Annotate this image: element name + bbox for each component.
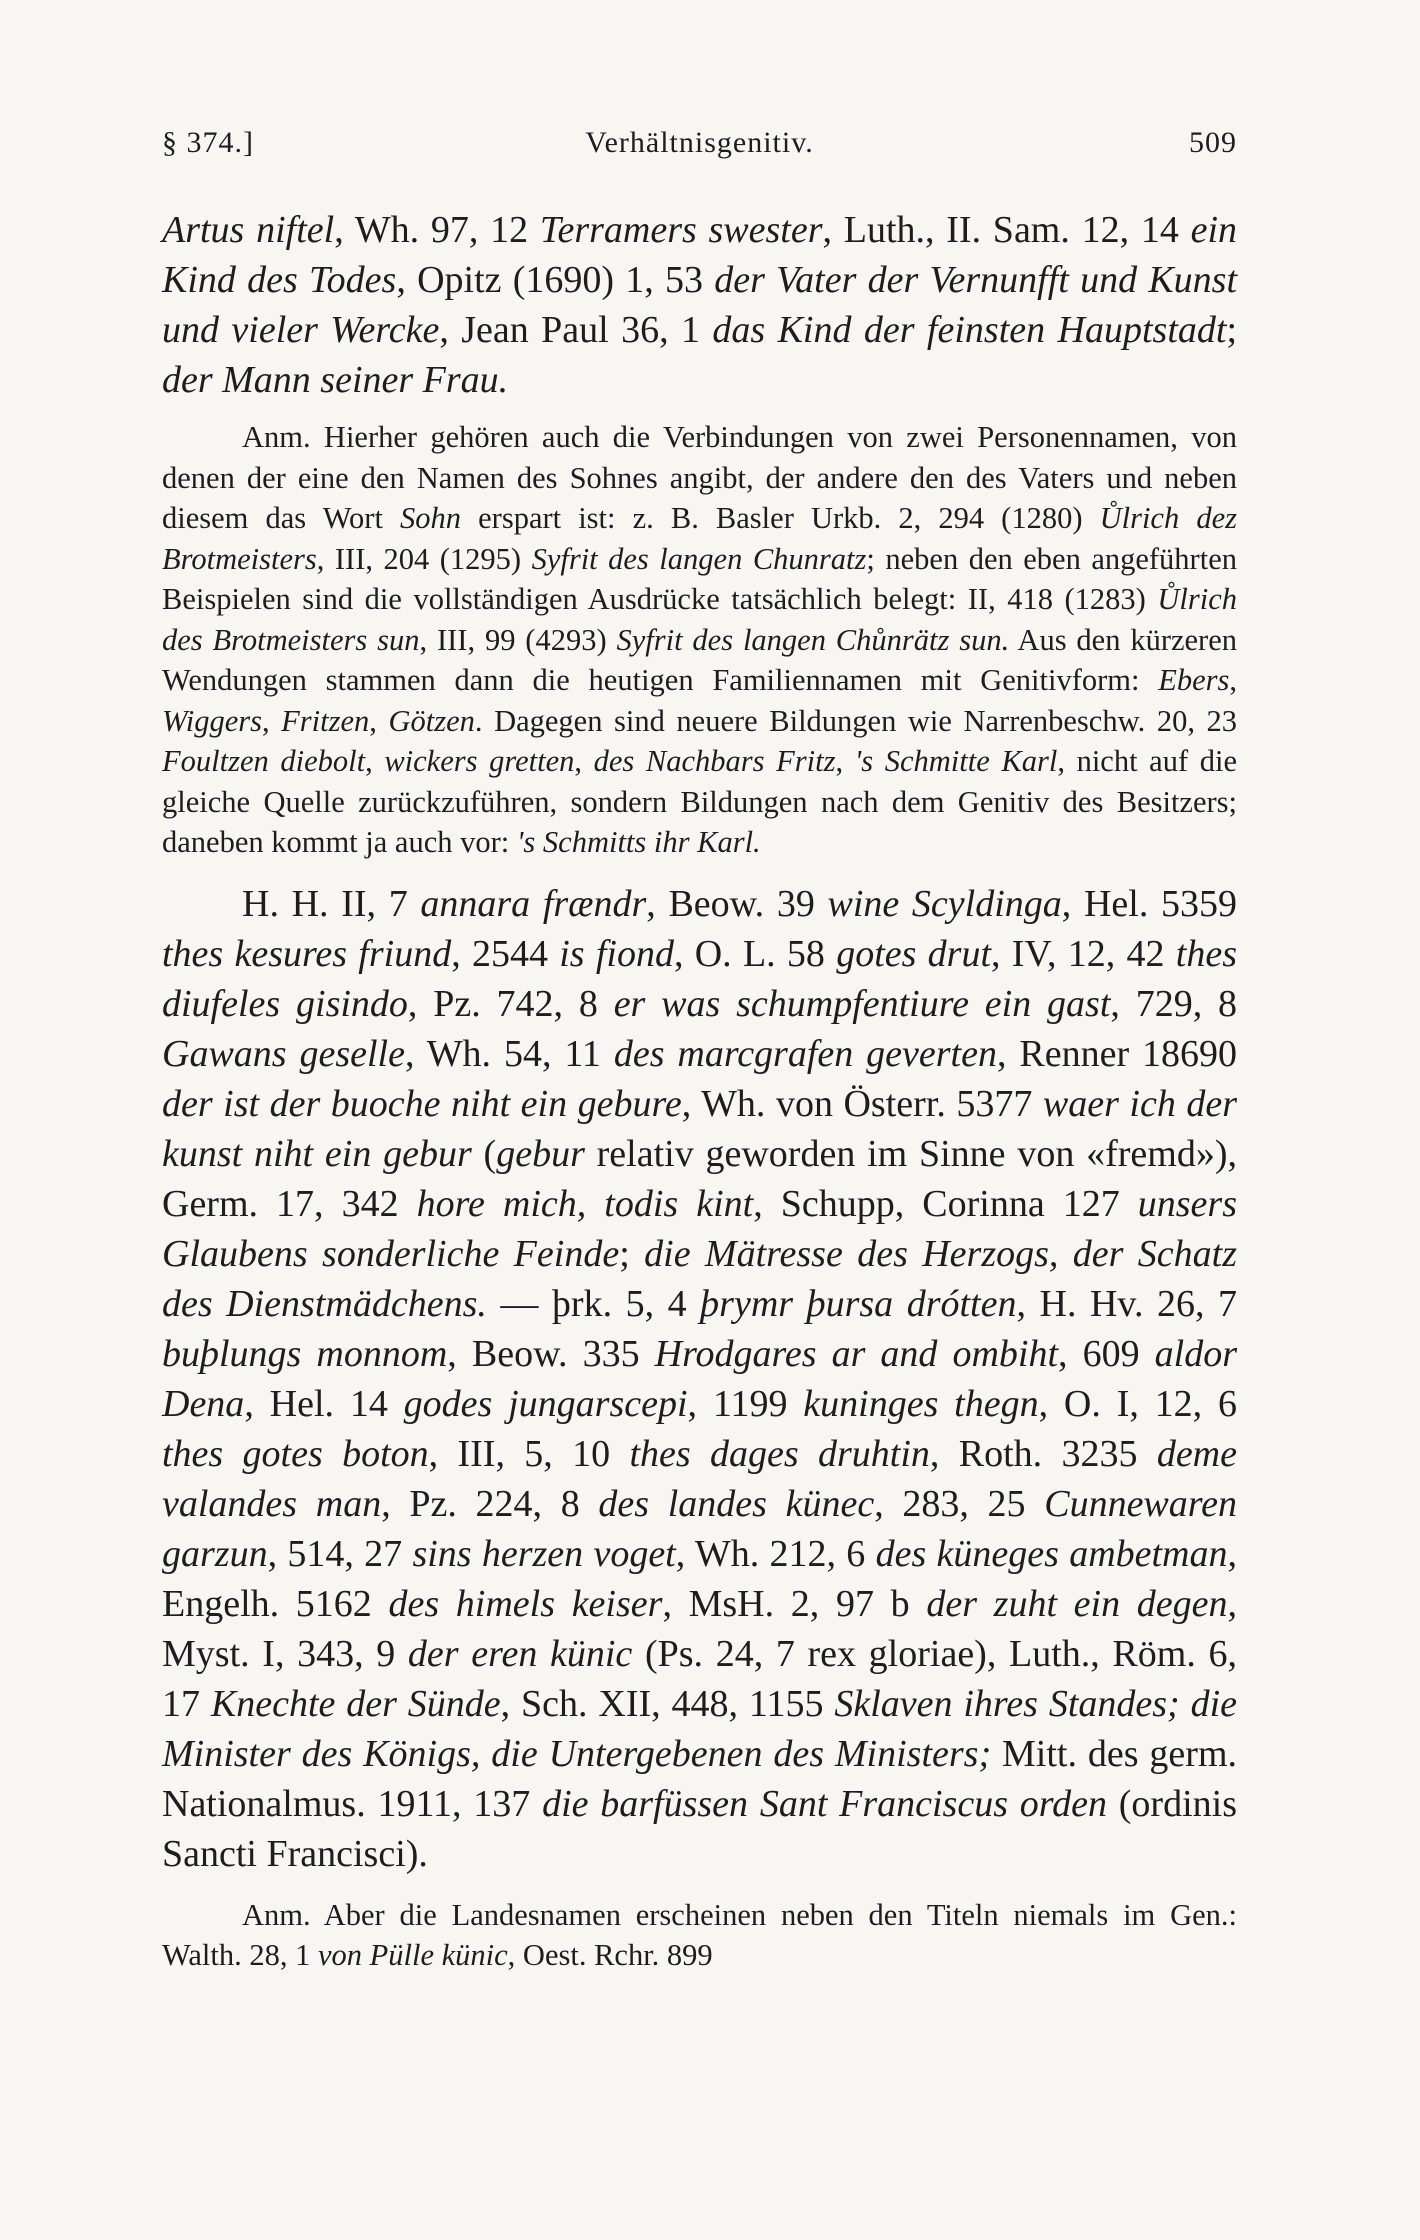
body-text — [162, 205, 1237, 1976]
section-number: § 374.] — [162, 126, 254, 159]
note-anm-1: Anm. Hierher gehören auch die Verbindungen von zwei Personennamen, von denen der eine den Namen des Sohnes angibt, der andere den des Vaters und neben diesem das Wort Sohn erspart ist: z. B. Basler Urkb. 2, 294 (1280) Ůlrich dez Brotmeisters, III, 204 (1295) Syfrit des langen Chunratz; neben den eben angeführten Beispielen sind die vollständigen Ausdrücke tatsächlich belegt: II, 418 (1283) Ůlrich des Brotmeisters sun, III, 99 (4293) Syfrit des langen Chůnrätz sun. Aus den kürzeren Wendungen stammen dann die heutigen Familiennamen mit Genitivform: Ebers, Wiggers, Fritzen, Götzen. Dagegen sind neuere Bildungen wie Narrenbeschw. 20, 23 Foultzen diebolt, wickers gretten, des Nachbars Fritz, 's Schmitte Karl, nicht auf die gleiche Quelle zurückzuführen, sondern Bildungen nach dem Genitiv des Besitzers; daneben kommt ja auch vor: 's Schmitts ihr Karl. — [162, 420, 1238, 859]
paragraph-examples-2: H. H. II, 7 annara frændr, Beow. 39 wine Scyldinga, Hel. 5359 thes kesures friund, 2544 is fiond, O. L. 58 gotes drut, IV, 12, 42 thes diufeles gisindo, Pz. 742, 8 er was schumpfentiure ein gast, 729, 8 Gawans geselle, Wh. 54, 11 des marcgrafen geverten, Renner 18690 der ist der buoche niht ein gebure, Wh. von Österr. 5377 waer ich der kunst niht ein gebur (gebur relativ geworden im Sinne von «fremd»), Germ. 17, 342 hore mich, todis kint, Schupp, Corinna 127 unsers Glaubens sonderliche Feinde; die Mätresse des Herzogs, der Schatz des Dienstmädchens. — þrk. 5, 4 þrymr þursa drótten, H. Hv. 26, 7 buþlungs monnom, Beow. 335 Hrodgares ar and ombiht, 609 aldor Dena, Hel. 14 godes jungarscepi, 1199 kuninges thegn, O. I, 12, 6 thes gotes boton, III, 5, 10 thes dages druhtin, Roth. 3235 deme valandes man, Pz. 224, 8 des landes künec, 283, 25 Cunnewaren garzun, 514, 27 sins herzen voget, Wh. 212, 6 des küneges ambetman, Engelh. 5162 des himels keiser, MsH. 2, 97 b der zuht ein degen, Myst. I, 343, 9 der eren künic (Ps. 24, 7 rex gloriae), Luth., Röm. 6, 17 Knechte der Sünde, Sch. XII, 448, 1155 Sklaven ihres Standes; die Minister des Königs, die Untergebenen des Ministers; Mitt. des germ. Nationalmus. 1911, 137 die barfüssen Sant Franciscus orden (ordinis Sancti Francisci). — [162, 882, 1238, 1875]
running-header — [162, 126, 1237, 170]
running-title: Verhältnisgenitiv. — [585, 126, 814, 159]
page-number: 509 — [1189, 126, 1237, 159]
paragraph-examples: Artus niftel, Wh. 97, 12 Terramers swester, Luth., II. Sam. 12, 14 ein Kind des Todes, Opitz (1690) 1, 53 der Vater der Vernunfft und Kunst und vieler Wercke, Jean Paul 36, 1 das Kind der feinsten Hauptstadt; der Mann seiner Frau. — [162, 209, 1238, 401]
note-anm-2: Anm. Aber die Landesnamen erscheinen neben den Titeln niemals im Gen.: Walth. 28, 1 von Pülle künic, Oest. Rchr. 899 — [162, 1897, 1237, 1972]
